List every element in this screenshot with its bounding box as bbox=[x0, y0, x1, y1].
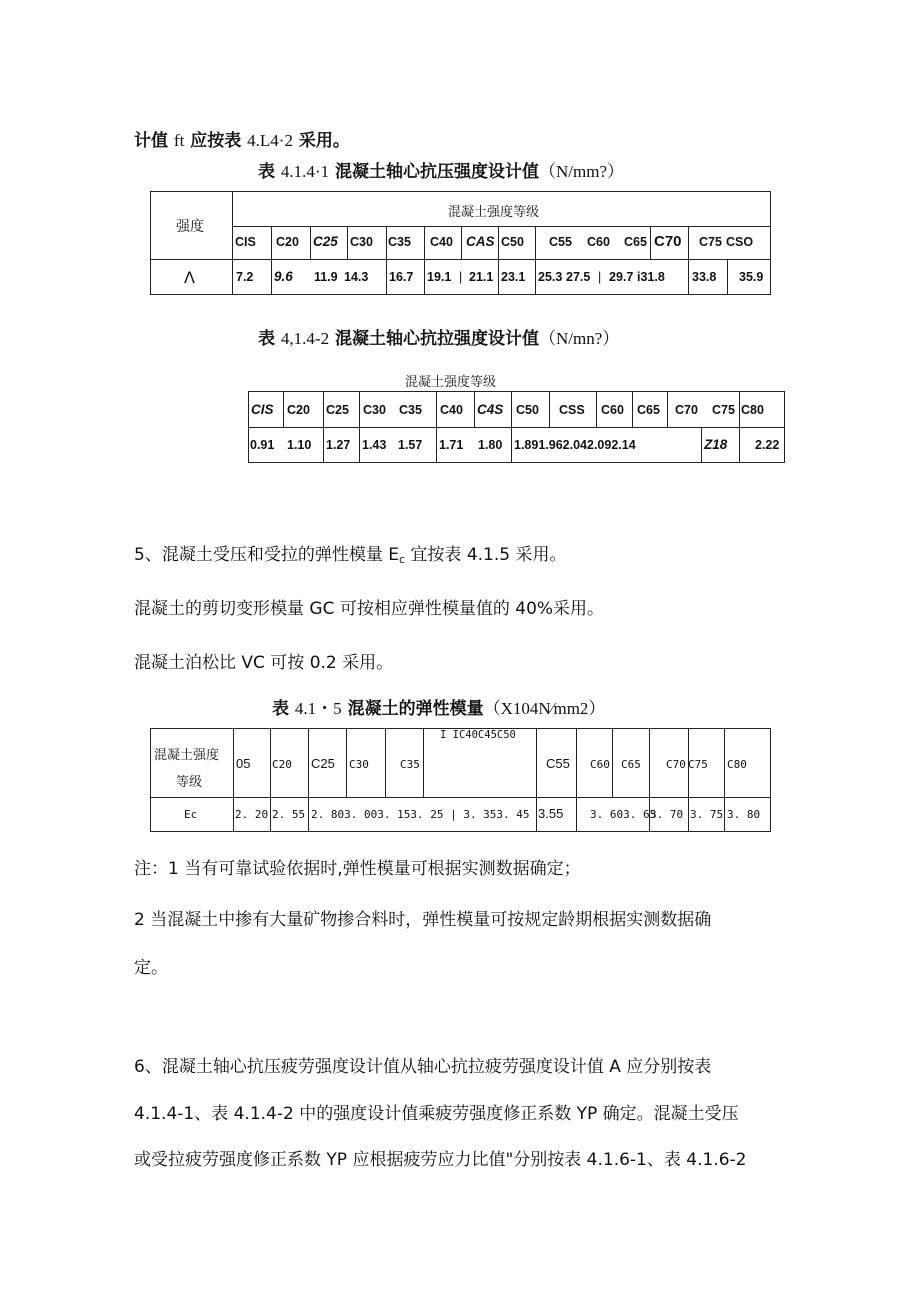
table1-caption-title: 混凝土轴心抗压强度设计值 bbox=[335, 162, 540, 182]
table1-grade: CSO bbox=[726, 235, 754, 249]
table2-vline bbox=[739, 391, 740, 463]
table3-caption-prefix: 表 bbox=[272, 699, 289, 719]
table1-caption-number: 4.1.4·1 bbox=[280, 162, 330, 181]
table1-value: i31.8 bbox=[637, 270, 665, 284]
table2-vline bbox=[549, 391, 550, 427]
table2-grade: C35 bbox=[399, 403, 422, 417]
table2-vline bbox=[283, 391, 284, 427]
paragraph-poisson-ratio: 混凝土泊松比 VC 可按 0.2 采用。 bbox=[134, 653, 394, 673]
table2-caption-title: 混凝土轴心抗拉强度设计值 bbox=[335, 329, 540, 349]
table3-value: 3. 603. 65 bbox=[590, 808, 657, 821]
table3-grade: C80 bbox=[727, 758, 747, 771]
paragraph-5-text-a: 5、混凝土受压和受拉的弹性模量 E bbox=[134, 545, 399, 565]
table3-grade: C65 bbox=[621, 758, 641, 771]
table3-value: 3. 75 bbox=[690, 808, 724, 821]
table3-value: 2. 20 bbox=[235, 808, 269, 821]
table2-vline bbox=[511, 391, 512, 463]
table1-grade: C50 bbox=[501, 235, 524, 249]
table2-value: 1.71 bbox=[439, 438, 464, 452]
table1-vline bbox=[386, 226, 387, 295]
intro-line bbox=[134, 126, 350, 151]
table1-value: 7.2 bbox=[236, 270, 254, 284]
table3-vline bbox=[612, 728, 613, 797]
paragraph-shear-modulus: 混凝土的剪切变形模量 GC 可按相应弹性模量值的 40%采用。 bbox=[134, 599, 605, 619]
table1-vline bbox=[688, 226, 689, 295]
table1-vline bbox=[650, 226, 651, 259]
paragraph-6-line-1: 6、混凝土轴心抗压疲劳强度设计值从轴心抗拉疲劳强度设计值 A 应分别按表 bbox=[134, 1057, 712, 1077]
table2-grade: C25 bbox=[326, 403, 349, 417]
table1-value: 25.3 bbox=[538, 270, 563, 284]
table2-value: 1.43 bbox=[362, 438, 387, 452]
table1-row-label: 强度 bbox=[176, 219, 204, 235]
table1-caption-prefix: 表 bbox=[258, 162, 275, 182]
table2-hline bbox=[248, 427, 785, 428]
paragraph-5-text-b: 宜按表 4.1.5 采用。 bbox=[405, 545, 567, 565]
note-2-line-1: 2 当混凝土中掺有大量矿物掺合料时，弹性模量可按规定龄期根据实测数据确 bbox=[134, 910, 712, 930]
table3-vline bbox=[385, 728, 386, 797]
table1-vline bbox=[535, 226, 536, 295]
intro-symbol: ft bbox=[173, 131, 185, 150]
table1-grade: C60 bbox=[587, 235, 610, 249]
table2-vline bbox=[323, 391, 324, 463]
table3-vline bbox=[423, 728, 424, 797]
table2-grade: C20 bbox=[287, 403, 310, 417]
table1-caption-unit: （N/mm?） bbox=[539, 162, 625, 181]
table1-value: 9.6 bbox=[274, 269, 293, 284]
table2-value: 1.891.962.042.092.14 bbox=[514, 438, 636, 452]
note-1: 注：1 当有可靠试验依据时,弹性模量可根据实测数据确定； bbox=[134, 859, 581, 879]
table1-vline bbox=[424, 226, 425, 295]
intro-text-e: 采用。 bbox=[298, 131, 350, 151]
table2-grade: C65 bbox=[637, 403, 660, 417]
table3-grade: C70 bbox=[666, 758, 686, 771]
paragraph-6-line-2: 4.1.4-1、表 4.1.4-2 中的强度设计值乘疲劳强度修正系数 YP 确定。混凝土受压 bbox=[134, 1104, 739, 1124]
table1-value: 33.8 bbox=[692, 270, 717, 284]
table1-vline bbox=[498, 226, 499, 295]
table1-value: 29.7 bbox=[609, 270, 634, 284]
table1-vline bbox=[461, 226, 462, 259]
table2-value: 2.22 bbox=[755, 438, 780, 452]
table1-grade: C35 bbox=[388, 235, 411, 249]
table1-vline bbox=[310, 226, 311, 259]
table2-vline bbox=[359, 391, 360, 463]
table2-vline bbox=[667, 391, 668, 427]
paragraph-6-line-3: 或受拉疲劳强度修正系数 YP 应根据疲劳应力比值"分别按表 4.1.6-1、表 4.1.6-2 bbox=[134, 1150, 747, 1170]
table2-grade: C70 bbox=[675, 403, 698, 417]
table1-grade: C20 bbox=[276, 235, 299, 249]
table1-group-header: 混凝土强度等级 bbox=[448, 205, 540, 220]
table1-value: 11.9 bbox=[314, 270, 338, 284]
table2-caption-number: 4,1.4-2 bbox=[280, 329, 330, 348]
table3-caption-number: 4.1・5 bbox=[294, 699, 342, 718]
table2-value: Z18 bbox=[704, 437, 728, 452]
table2-grade: CIS bbox=[251, 402, 274, 417]
table3-grade: I IC40C45C50 bbox=[440, 729, 516, 741]
table1-value: | bbox=[459, 270, 463, 284]
table2-grade: CSS bbox=[559, 403, 585, 417]
table3-caption-unit: （X104N∕mm2） bbox=[483, 699, 606, 718]
table3-vline bbox=[688, 728, 689, 832]
table1-value: 23.1 bbox=[501, 270, 526, 284]
table2-grade: C4S bbox=[477, 402, 504, 417]
table2-grade: C50 bbox=[516, 403, 539, 417]
table1-vline bbox=[347, 226, 348, 259]
table1-grade: C55 bbox=[549, 235, 572, 249]
table3-grade: C75 bbox=[688, 758, 708, 771]
table1-grade: C25 bbox=[313, 234, 338, 249]
table3-header-label: 混凝土强度 bbox=[154, 748, 220, 763]
table3-vline bbox=[233, 728, 234, 832]
table1-value: 16.7 bbox=[389, 270, 414, 284]
paragraph-5-subscript: c bbox=[398, 553, 406, 566]
table2-caption-prefix: 表 bbox=[258, 329, 275, 349]
table2-caption-unit: （N/mn?） bbox=[539, 329, 620, 348]
table2-value: 1.80 bbox=[478, 438, 503, 452]
table2-grade: C40 bbox=[440, 403, 463, 417]
table2-grade: C30 bbox=[363, 403, 386, 417]
table1-value: 27.5 bbox=[566, 270, 591, 284]
table3-row-label: Ec bbox=[184, 808, 198, 821]
table3-vline bbox=[308, 728, 309, 832]
table3-grade: C25 bbox=[311, 756, 335, 771]
table3-vline bbox=[724, 728, 725, 832]
table3-grade: C35 bbox=[400, 758, 420, 771]
table1-value: 14.3 bbox=[344, 270, 369, 284]
table1-vline bbox=[271, 226, 272, 295]
table3-vline bbox=[270, 728, 271, 832]
table3-grade: C20 bbox=[272, 758, 292, 771]
table3-value: 3. 80 bbox=[727, 808, 761, 821]
table3-caption bbox=[272, 694, 605, 719]
table2-grade: C60 bbox=[601, 403, 624, 417]
table2-grade: C80 bbox=[741, 403, 764, 417]
table3-hline bbox=[150, 797, 771, 798]
table2-value: 1.27 bbox=[326, 438, 351, 452]
table1-grade: CAS bbox=[466, 234, 495, 249]
table2-value: 1.10 bbox=[287, 438, 312, 452]
table1-hline bbox=[150, 259, 771, 260]
table1-grade: CIS bbox=[235, 235, 256, 249]
table1-grade: C70 bbox=[654, 233, 682, 250]
table2-group-header: 混凝土强度等级 bbox=[405, 375, 497, 390]
table1-value: | bbox=[598, 270, 602, 284]
table2-vline bbox=[701, 427, 702, 463]
table2-value: 1.57 bbox=[398, 438, 423, 452]
intro-text-c: 应按表 bbox=[190, 131, 242, 151]
table2-vline bbox=[436, 391, 437, 463]
table3-grade: C60 bbox=[590, 758, 610, 771]
table3-value: 2. 803. 003. 153. 25 | 3. 353. 45 bbox=[311, 808, 530, 821]
table2-vline bbox=[596, 391, 597, 427]
table3-vline bbox=[346, 728, 347, 797]
table1-grade: C40 bbox=[430, 235, 453, 249]
table2-vline bbox=[632, 391, 633, 427]
table1-grade: C30 bbox=[350, 235, 373, 249]
note-2-line-2: 定。 bbox=[134, 958, 168, 978]
table3-grade: C30 bbox=[349, 758, 369, 771]
table2-value: 0.91 bbox=[250, 438, 275, 452]
table3-vline bbox=[576, 728, 577, 832]
table1-value: 19.1 bbox=[427, 270, 452, 284]
table3-caption-title: 混凝土的弹性模量 bbox=[347, 699, 484, 719]
table3-value: 3.55 bbox=[538, 806, 564, 821]
table1-hline bbox=[232, 226, 771, 227]
table1-value: 21.1 bbox=[469, 270, 494, 284]
intro-text-a: 计值 bbox=[134, 131, 168, 151]
table2-vline bbox=[474, 391, 475, 427]
table3-header-label: 等级 bbox=[176, 775, 203, 790]
paragraph-elastic-modulus bbox=[134, 540, 567, 566]
table1-grade: C75 bbox=[699, 235, 722, 249]
table1-caption bbox=[258, 157, 624, 182]
table1-value: 35.9 bbox=[739, 270, 764, 284]
table3-grade: 05 bbox=[236, 756, 251, 771]
table3-vline bbox=[536, 728, 537, 832]
table2-caption bbox=[258, 324, 619, 349]
table1-vline bbox=[232, 191, 233, 295]
intro-table-ref: 4.L4·2 bbox=[247, 131, 293, 150]
table2-grade: C75 bbox=[712, 403, 735, 417]
table1-symbol: Λ bbox=[184, 268, 195, 287]
table3-grade: C55 bbox=[546, 756, 570, 771]
table1-grade: C65 bbox=[624, 235, 647, 249]
table3-value: 3. 70 bbox=[650, 808, 684, 821]
table3-value: 2. 55 bbox=[272, 808, 306, 821]
table1-vline bbox=[727, 259, 728, 295]
